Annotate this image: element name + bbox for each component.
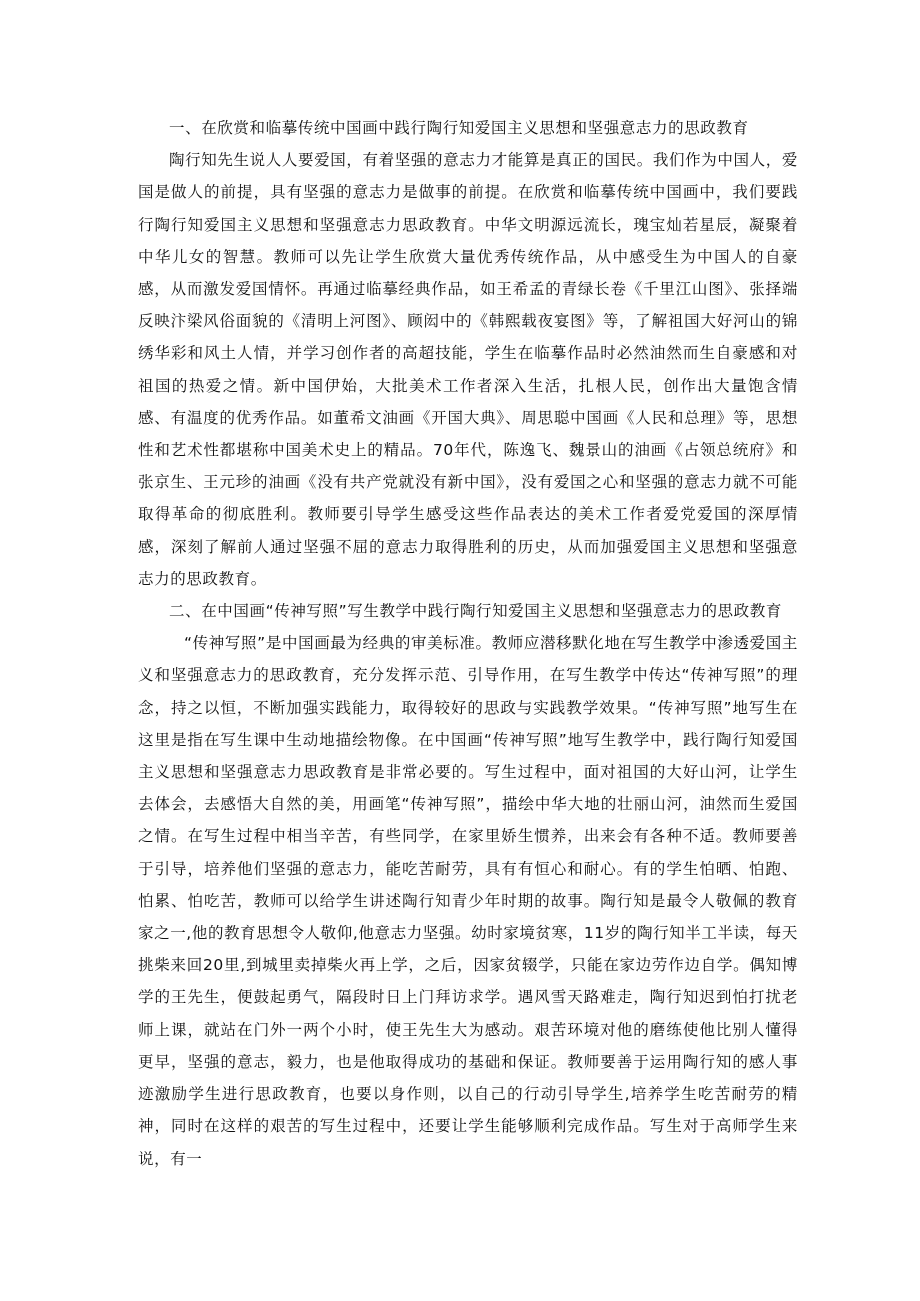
section-2-paragraph: “传神写照”是中国画最为经典的审美标准。教师应潜移默化地在写生教学中渗透爱国主义和坚强意志力的思政教育，充分发挥示范、引导作用，在写生教学中传达“传神写照”的理念，持之以恒，不断加强实践能力，取得较好的思政与实践教学效果。“传神写照”地写生在这里是指在写生课中生动地描绘物像。在中国画“传神写照”地写生教学中，践行陶行知爱国主义思想和坚强意志力思政教育是非常必要的。写生过程中，面对祖国的大好山河，让学生去体会，去感悟大自然的美，用画笔“传神写照”，描绘中华大地的壮丽山河，油然而生爱国之情。在写生过程中相当辛苦，有些同学，在家里娇生惯养，出来会有各种不适。教师要善于引导，培养他们坚强的意志力，能吃苦耐劳，具有有恒心和耐心。有的学生怕晒、怕跑、怕累、怕吃苦，教师可以给学生讲述陶行知青少年时期的故事。陶行知是最令人敬佩的教育家之一,他的教育思想令人敬仰,他意志力坚强。幼时家境贫寒，11岁的陶行知半工半读，每天挑柴来回20里,到城里卖掉柴火再上学，之后，因家贫辍学，只能在家边劳作边自学。偶知博学的王先生，便鼓起勇气，隔段时日上门拜访求学。遇风雪天路难走，陶行知迟到怕打扰老师上课，就站在门外一两个小时，使王先生大为感动。艰苦环境对他的磨练使他比别人懂得更早，坚强的意志，毅力，也是他取得成功的基础和保证。教师要善于运用陶行知的感人事迹激励学生进行思政教育，也要以身作则，以自己的行动引导学生,培养学生吃苦耐劳的精神，同时在这样的艰苦的写生过程中，还要让学生能够顺利完成作品。写生对于高师学生来说，有一 bbox=[138, 634, 798, 1168]
section-1-heading: 一、在欣赏和临摹传统中国画中践行陶行知爱国主义思想和坚强意志力的思政教育 bbox=[169, 119, 749, 137]
section-1-paragraph: 陶行知先生说人人要爱国，有着坚强的意志力才能算是真正的国民。我们作为中国人，爱国是做人的前提，具有坚强的意志力是做事的前提。在欣赏和临摹传统中国画中，我们要践行陶行知爱国主义思想和坚强意志力思政教育。中华文明源远流长，瑰宝灿若星辰，凝聚着中华儿女的智慧。教师可以先让学生欣赏大量优秀传统作品，从中感受生为中国人的自豪感，从而激发爱国情怀。再通过临摹经典作品，如王希孟的青绿长卷《千里江山图》、张择端反映汴梁风俗面貌的《清明上河图》、顾闳中的《韩熙载夜宴图》等，了解祖国大好河山的锦绣华彩和风土人情，并学习创作者的高超技能，学生在临摹作品时必然油然而生自豪感和对祖国的热爱之情。新中国伊始，大批美术工作者深入生活，扎根人民，创作出大量饱含情感、有温度的优秀作品。如董希文油画《开国大典》、周思聪中国画《人民和总理》等，思想性和艺术性都堪称中国美术史上的精品。70年代，陈逸飞、魏景山的油画《占领总统府》和张京生、王元珍的油画《没有共产党就没有新中国》，没有爱国之心和坚强的意志力就不可能取得革命的彻底胜利。教师要引导学生感受这些作品表达的美术工作者爱党爱国的深厚情感，深刻了解前人通过坚强不屈的意志力取得胜利的历史，从而加强爱国主义思想和坚强意志力的思政教育。 bbox=[138, 151, 798, 588]
document-page bbox=[138, 112, 798, 1175]
section-2-heading: 二、在中国画“传神写照”写生教学中践行陶行知爱国主义思想和坚强意志力的思政教育 bbox=[169, 602, 782, 621]
